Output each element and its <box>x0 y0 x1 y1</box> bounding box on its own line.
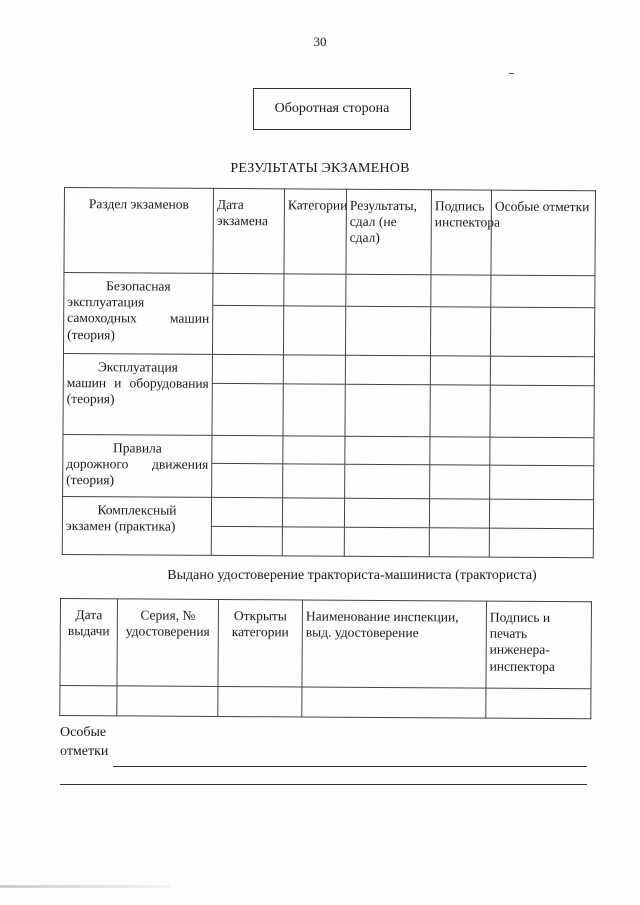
section-text: дорожного движения (теория) <box>66 456 209 488</box>
certificate-table <box>59 598 592 719</box>
inspection-cell <box>302 687 486 718</box>
table-row <box>64 273 595 308</box>
table-row <box>63 353 594 385</box>
header-section: Раздел экзаменов <box>64 188 214 274</box>
table-row <box>62 496 593 528</box>
category-cell <box>284 274 346 306</box>
exam-section-cell <box>63 273 212 355</box>
exam-header-row <box>64 188 596 276</box>
signature-cell <box>430 437 490 465</box>
exam-section-cell <box>62 496 211 555</box>
signature-cell <box>429 499 489 528</box>
notes-cell <box>489 528 593 558</box>
exam-results-title: РЕЗУЛЬТАТЫ ЭКЗАМЕНОВ <box>230 161 410 176</box>
table-row <box>60 686 591 719</box>
exam-section-cell <box>63 434 212 497</box>
signature-cell <box>430 356 490 385</box>
result-cell <box>344 498 429 528</box>
category-cell <box>283 306 345 355</box>
notes-underline-2 <box>60 784 587 785</box>
notes-label-line1: Особые <box>60 725 107 740</box>
notes-cell <box>491 275 595 308</box>
section-heading: Правила <box>112 440 162 456</box>
result-cell <box>344 527 429 557</box>
notes-underline-1 <box>113 766 587 767</box>
certificate-title: Выдано удостоверение тракториста-машиниста (тракториста) <box>167 568 537 583</box>
result-cell <box>345 384 430 437</box>
signature-cell <box>430 465 490 499</box>
special-notes-block <box>60 724 108 762</box>
header-opened-categories: Открыты категории <box>218 599 303 687</box>
notes-cell <box>490 437 594 466</box>
header-engineer-signature: Подпись и печать инженера-инспектора <box>486 601 592 689</box>
exam-date-cell <box>211 526 282 555</box>
scan-edge-shadow <box>0 885 170 888</box>
page-number: 30 <box>313 34 327 49</box>
result-cell <box>345 306 430 356</box>
header-series-number: Серия, № удостоверения <box>117 599 219 687</box>
signature-cell <box>430 307 490 356</box>
exam-section-cell <box>63 353 212 435</box>
signature-stamp-cell <box>486 688 591 719</box>
side-label: Оборотная сторона <box>274 101 390 116</box>
exam-date-cell <box>212 435 283 463</box>
header-results: Результаты, сдал (не сдал) <box>346 189 432 275</box>
category-cell <box>282 498 344 527</box>
category-cell <box>283 464 345 498</box>
section-heading: Комплексный <box>97 502 177 518</box>
category-cell <box>283 436 345 464</box>
notes-cell <box>489 499 593 529</box>
certificate-header-row <box>60 599 592 689</box>
header-categories: Категории <box>284 189 347 274</box>
issue-date-cell <box>60 686 117 716</box>
exam-date-cell <box>213 273 284 305</box>
exam-date-cell <box>212 383 283 435</box>
signature-cell <box>430 385 490 437</box>
signature-cell <box>431 275 491 307</box>
notes-cell <box>490 465 594 500</box>
exam-results-table <box>62 187 596 558</box>
notes-cell <box>490 356 594 386</box>
notes-cell <box>490 385 594 438</box>
section-heading: Эксплуатация <box>97 359 178 375</box>
header-issue-date: Дата выдачи <box>60 599 118 686</box>
category-cell <box>282 527 344 556</box>
table-row <box>63 434 594 465</box>
section-heading: Безопасная <box>106 278 171 294</box>
notes-label-line2: отметки <box>60 743 109 759</box>
result-cell <box>346 274 431 307</box>
side-label-box <box>253 88 411 130</box>
category-cell <box>283 384 345 436</box>
header-special-notes: Особые отметки <box>491 190 596 276</box>
exam-date-cell <box>211 497 282 526</box>
notes-cell <box>490 307 594 357</box>
header-exam-date: Дата экзамена <box>213 188 285 273</box>
header-inspection-name: Наименование инспекции, выд. удостоверение <box>302 600 487 688</box>
signature-cell <box>429 528 489 557</box>
exam-date-cell <box>212 463 283 497</box>
categories-cell <box>218 686 302 717</box>
category-cell <box>283 355 345 384</box>
section-text: эксплуатация самоходных машин (теория) <box>67 294 210 342</box>
header-inspector-signature: Подпись инспектора <box>431 190 492 275</box>
section-text: машин и оборудования (теория) <box>66 375 209 407</box>
scan-speck <box>509 73 514 74</box>
exam-date-cell <box>212 354 283 383</box>
result-cell <box>345 464 430 499</box>
exam-date-cell <box>212 305 283 354</box>
series-number-cell <box>117 686 218 717</box>
result-cell <box>345 436 430 465</box>
result-cell <box>345 355 430 385</box>
section-text: экзамен (практика) <box>65 518 176 534</box>
